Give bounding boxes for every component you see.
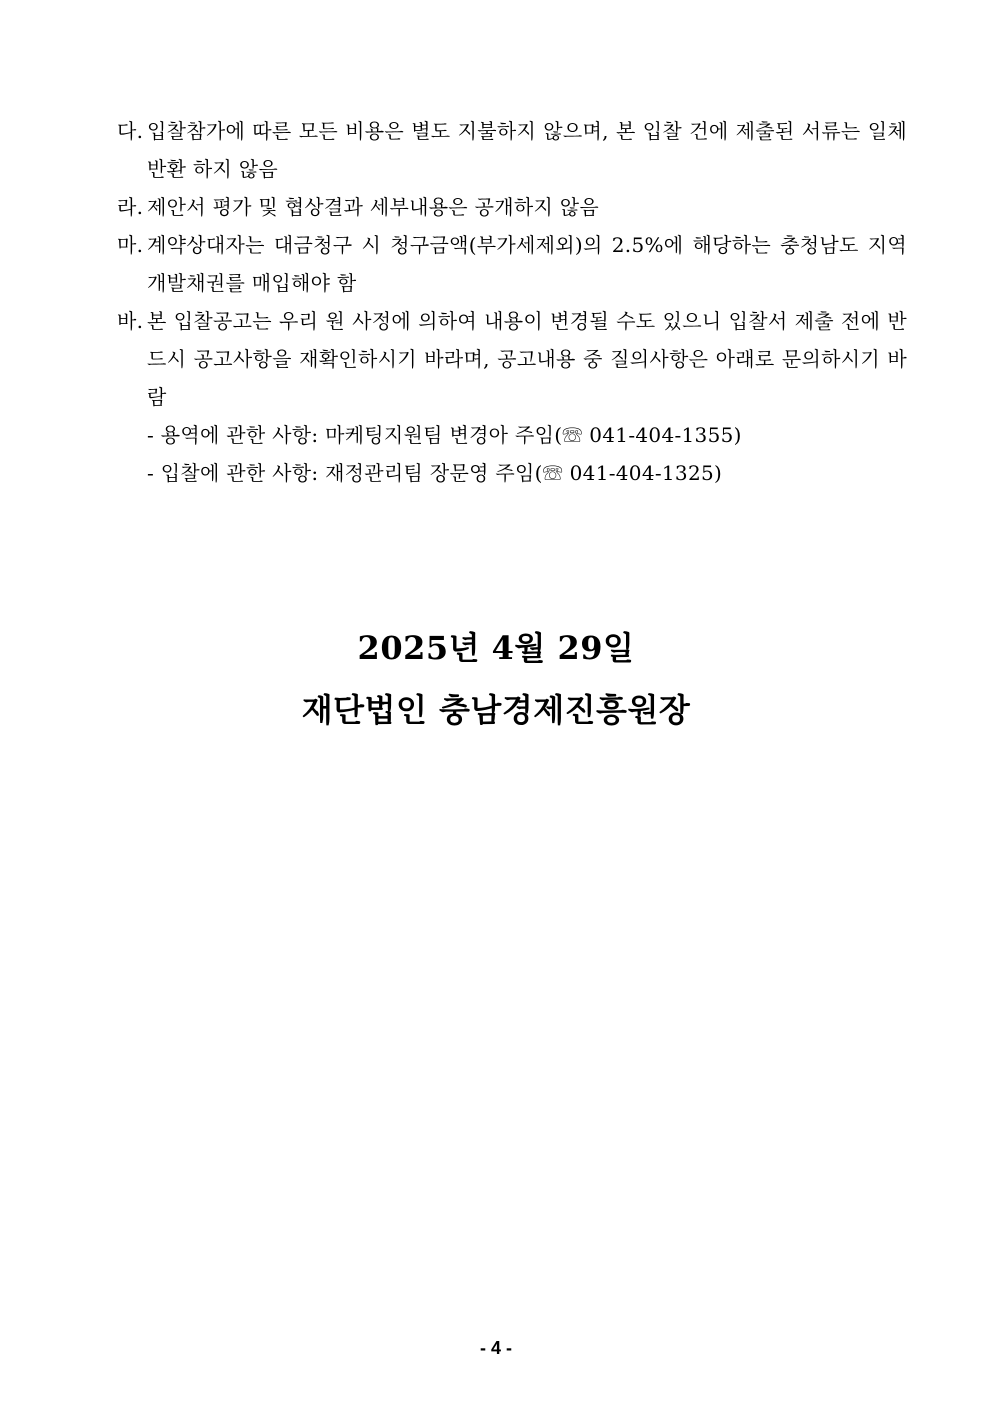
notice-item-ma <box>117 226 907 302</box>
item-text: 제안서 평가 및 협상결과 세부내용은 공개하지 않음 <box>147 195 599 219</box>
item-text: 입찰참가에 따른 모든 비용은 별도 지불하지 않으며, 본 입찰 건에 제출된 서류는 일체 반환 하지 않음 <box>147 119 907 181</box>
notice-item-ra <box>117 188 907 226</box>
notice-item-ba <box>117 302 907 416</box>
contact-list <box>117 416 907 492</box>
item-text: 본 입찰공고는 우리 원 사정에 의하여 내용이 변경될 수도 있으니 입찰서 제출 전에 반드시 공고사항을 재확인하시기 바라며, 공고내용 중 질의사항은 아래로 문의하시기 바람 <box>147 309 907 409</box>
item-marker: 라. <box>117 195 144 219</box>
page-number: - 4 - <box>479 1338 512 1358</box>
item-text: 계약상대자는 대금청구 시 청구금액(부가세제외)의 2.5%에 해당하는 충청남도 지역개발채권를 매입해야 함 <box>147 233 907 295</box>
signature-date: 2025년 4월 29일 <box>357 629 635 667</box>
notice-item-da <box>117 112 907 188</box>
signature-organization: 재단법인 충남경제진흥원장 <box>301 691 691 729</box>
item-marker: 마. <box>117 233 144 257</box>
contact-service: - 용역에 관한 사항: 마케팅지원팀 변경아 주임(☏ 041-404-1355) <box>147 423 742 447</box>
item-marker: 다. <box>117 119 144 143</box>
item-marker: 바. <box>117 309 144 333</box>
notice-items <box>117 112 907 492</box>
contact-bidding: - 입찰에 관한 사항: 재정관리팀 장문영 주임(☏ 041-404-1325) <box>147 461 723 485</box>
